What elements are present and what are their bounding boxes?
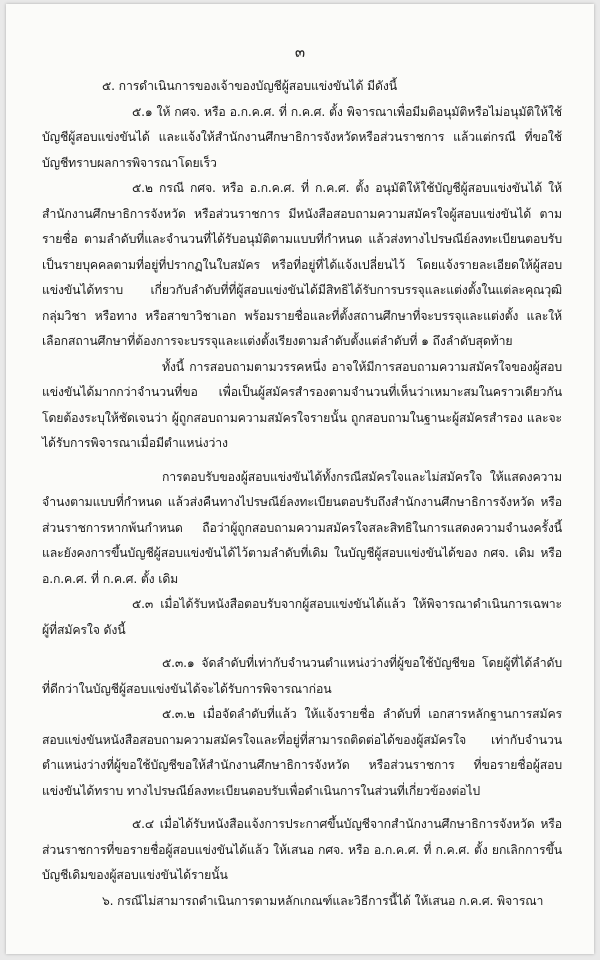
section-5-heading: ๕. การดำเนินการของเจ้าของบัญชีผู้สอบแข่งขันได้ มีดังนี้ [102, 79, 397, 93]
clause-5-3: ๕.๓ เมื่อได้รับหนังสือตอบรับจากผู้สอบแข่งขันได้แล้ว ให้พิจารณาดำเนินการเฉพาะผู้ที่สมัครใจ ดังนี้ [42, 597, 562, 637]
clause-5-2-note: ทั้งนี้ การสอบถามตามวรรคหนึ่ง อาจให้มีการสอบถามความสมัครใจของผู้สอบแข่งขันได้มากกว่าจำนวนที่ขอ เพื่อเป็นผู้สมัครสำรองตามจำนวนที่เห็นว่าเหมาะสมในคราวเดียวกัน โดยต้องระบุให้ชัดเจนว่า ผู้ถูกสอบถามความสมัครใจรายนั้น ถูกสอบถามในฐานะผู้สมัครสำรอง และจะได้รับการพิจารณาเมื่อมีตำแหน่งว่าง [42, 359, 562, 450]
clause-5-3-2: ๕.๓.๒ เมื่อจัดลำดับที่แล้ว ให้แจ้งรายชื่อ ลำดับที่ เอกสารหลักฐานการสมัครสอบแข่งขันหนังสือสอบถามความสมัครใจและที่อยู่ที่สามารถติดต่อได้ของผู้สมัครใจ เท่ากับจำนวนตำแหน่งว่างที่ผู้ขอใช้บัญชีขอให้สำนักงานศึกษาธิการจังหวัด หรือส่วนราชการ ที่ขอรายชื่อผู้สอบแข่งขันได้ทราบ ทางไปรษณีย์ลงทะเบียนตอบรับเพื่อดำเนินการในส่วนที่เกี่ยวข้องต่อไป [42, 707, 562, 798]
clause-5-2-response: การตอบรับของผู้สอบแข่งขันได้ทั้งกรณีสมัครใจและไม่สมัครใจ ให้แสดงความจำนงตามแบบที่กำหนด แล้วส่งคืนทางไปรษณีย์ลงทะเบียนตอบรับถึงสำนักงานศึกษาธิการจังหวัด หรือส่วนราชการหากพ้นกำหนด ถือว่าผู้ถูกสอบถามความสมัครใจสละสิทธิในการแสดงความจำนงครั้งนี้ และยังคงการขึ้นบัญชีผู้สอบแข่งขันได้ไว้ตามลำดับที่เดิม ในบัญชีผู้สอบแข่งขันได้ของ กศจ. เดิม หรือ อ.ก.ค.ศ. ที่ ก.ค.ศ. ตั้ง เดิม [42, 469, 562, 586]
document-body [42, 74, 562, 914]
clause-5-4: ๕.๔ เมื่อได้รับหนังสือแจ้งการประกาศขึ้นบัญชีจากสำนักงานศึกษาธิการจังหวัด หรือส่วนราชการที่ขอรายชื่อผู้สอบแข่งขันได้แล้ว ให้เสนอ กศจ. หรือ อ.ก.ค.ศ. ที่ ก.ค.ศ. ตั้ง ยกเลิกการขึ้นบัญชีเดิมของผู้สอบแข่งขันได้รายนั้น [42, 817, 562, 882]
clause-5-1: ๕.๑ ให้ กศจ. หรือ อ.ก.ค.ศ. ที่ ก.ค.ศ. ตั้ง พิจารณาเพื่อมีมติอนุมัติหรือไม่อนุมัติให้ใช้บัญชีผู้สอบแข่งขันได้ และแจ้งให้สำนักงานศึกษาธิการจังหวัดหรือส่วนราชการ แล้วแต่กรณี ที่ขอใช้บัญชีทราบผลการพิจารณาโดยเร็ว [42, 104, 562, 170]
clause-5-3-1: ๕.๓.๑ จัดลำดับที่เท่ากับจำนวนตำแหน่งว่างที่ผู้ขอใช้บัญชีขอ โดยผู้ที่ได้ลำดับที่ดีกว่าในบัญชีผู้สอบแข่งขันได้จะได้รับการพิจารณาก่อน [42, 656, 562, 696]
clause-5-2: ๕.๒ กรณี กศจ. หรือ อ.ก.ค.ศ. ที่ ก.ค.ศ. ตั้ง อนุมัติให้ใช้บัญชีผู้สอบแข่งขันได้ ให้สำนักงานศึกษาธิการจังหวัด หรือส่วนราชการ มีหนังสือสอบถามความสมัครใจผู้สอบแข่งขันได้ ตามรายชื่อ ตามลำดับที่และจำนวนที่ได้รับอนุมัติตามแบบที่กำหนด แล้วส่งทางไปรษณีย์ลงทะเบียนตอบรับเป็นรายบุคคลตามที่อยู่ที่ปรากฏในใบสมัคร หรือที่อยู่ที่ได้แจ้งเปลี่ยนไว้ โดยแจ้งรายละเอียดให้ผู้สอบแข่งขันได้ทราบ เกี่ยวกับลำดับที่ที่ผู้สอบแข่งขันได้มีสิทธิได้รับการบรรจุและแต่งตั้งในแต่ละคุณวุฒิ กลุ่มวิชา หรือทาง หรือสาขาวิชาเอก พร้อมรายชื่อและที่ตั้งสถานศึกษาที่จะบรรจุและแต่งตั้ง และให้เลือกสถานศึกษาที่ต้องการจะบรรจุและแต่งตั้งเรียงตามลำดับตั้งแต่ลำดับที่ ๑ ถึงลำดับสุดท้าย [42, 181, 562, 348]
document-page [6, 4, 594, 954]
section-6: ๖. กรณีไม่สามารถดำเนินการตามหลักเกณฑ์และวิธีการนี้ได้ ให้เสนอ ก.ค.ศ. พิจารณา [102, 893, 544, 908]
page-number: ๓ [294, 43, 306, 61]
